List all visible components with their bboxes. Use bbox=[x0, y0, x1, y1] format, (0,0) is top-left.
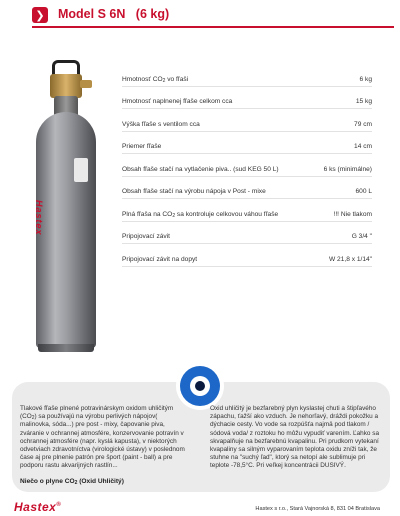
spec-value: 6 ks (minimálne) bbox=[323, 165, 372, 173]
cylinder-base bbox=[38, 344, 94, 352]
cylinder-valve bbox=[50, 74, 82, 98]
spec-value: !!! Nie tlakom bbox=[333, 210, 372, 218]
cylinder-body bbox=[36, 112, 96, 348]
info-subtitle: Niečo o plyne $CO_2$ (Oxid Uhličitý) bbox=[20, 478, 124, 486]
spec-value: 600 L bbox=[355, 188, 372, 195]
spec-label: Obsah fľaše stačí na výrobu nápoja v Post - mixe bbox=[122, 188, 266, 195]
info-right-text: Oxid uhličitý je bezfarebný plyn kyslastej chuti a štipľavého zápachu, ťažší ako vzduch. Je nehorľavý, dráždi pokožku a dýchacie cesty. Vo vode sa rozpúšťa najmä pod tlakom / sódová voda/ z roztoku ho môžu vypudiť varením. Ľahko sa skvapalňuje na bezfarebnú kvapalinu. Pri prudkom vytekaní kvapaliny sa silným vyparovaním teplota oxidu zníži tak, že stuhne na "suchý ľad", ktorý sa netopí ale sublimuje pri teplote -78,5°C. Pri veľkej koncentrácii DUSIVÝ. bbox=[210, 405, 379, 470]
spec-value: W 21,8 x 1/14" bbox=[328, 255, 372, 263]
co2-cylinder-image bbox=[30, 60, 102, 360]
spec-label: Obsah fľaše stačí na vytlačenie piva.. (sud KEG 50 L) bbox=[122, 165, 279, 173]
spec-row bbox=[122, 64, 372, 87]
spec-value: 15 kg bbox=[355, 98, 372, 105]
target-icon bbox=[180, 366, 220, 406]
chevron-right-icon: ❯ bbox=[32, 7, 48, 23]
spec-label: Priemer fľaše bbox=[122, 143, 162, 150]
spec-label: Pripojovací závit bbox=[122, 233, 171, 240]
spec-label: Hmotnosť $CO_2$ vo fľaši bbox=[122, 75, 189, 84]
valve-outlet bbox=[80, 80, 92, 88]
spec-label: Hmotnosť naplnenej fľaše celkom cca bbox=[122, 98, 233, 105]
spec-label: Výška fľaše s ventilom cca bbox=[122, 120, 200, 128]
spec-row bbox=[122, 222, 372, 245]
spec-label: Pripojovací závit na dopyt bbox=[122, 255, 198, 263]
spec-value: 79 cm bbox=[354, 120, 372, 128]
cylinder-brand-label: Hastex bbox=[34, 200, 44, 236]
cylinder-sticker bbox=[74, 158, 88, 182]
spec-label: Plná fľaša na $CO_2$ sa kontroluje celkovou váhou fľaše bbox=[122, 210, 279, 219]
spec-value: G 3/4 " bbox=[351, 233, 372, 240]
spec-value: 14 cm bbox=[354, 143, 372, 150]
spec-row bbox=[122, 244, 372, 267]
spec-row bbox=[122, 177, 372, 200]
spec-value: 6 kg bbox=[359, 75, 372, 83]
page-title: Model S 6N (6 kg) bbox=[58, 7, 170, 21]
badge-circle bbox=[176, 362, 224, 410]
footer-address: Hastex s r.o., Stará Vajnorská 8, 831 04 Bratislava bbox=[255, 506, 380, 512]
info-left-text: Tlakové fľaše plnené potravinárskym oxidom uhličitým $(CO_2)$ sa používajú na výrobu perlivých nápojov( malinovka, sóda...) pre post - mixy, čapovanie piva, zváranie v ochrannej atmosfére, konzervovanie potravín v ochrannej atmosfére (napr. kyslá kapusta), v niektorých odvetviach zdravotníctva (virologické ústavy) v poslednom čase aj pre plnenie patrón pre šport (paint - ball) a pre podporu rastu akvarijných rastlín... bbox=[20, 405, 185, 470]
spec-row bbox=[122, 109, 372, 132]
page-header bbox=[32, 6, 394, 28]
hastex-logo: Hastex® bbox=[14, 500, 62, 514]
spec-row bbox=[122, 87, 372, 110]
spec-row bbox=[122, 154, 372, 177]
spec-row bbox=[122, 132, 372, 155]
spec-row bbox=[122, 199, 372, 222]
specs-table bbox=[122, 64, 372, 267]
